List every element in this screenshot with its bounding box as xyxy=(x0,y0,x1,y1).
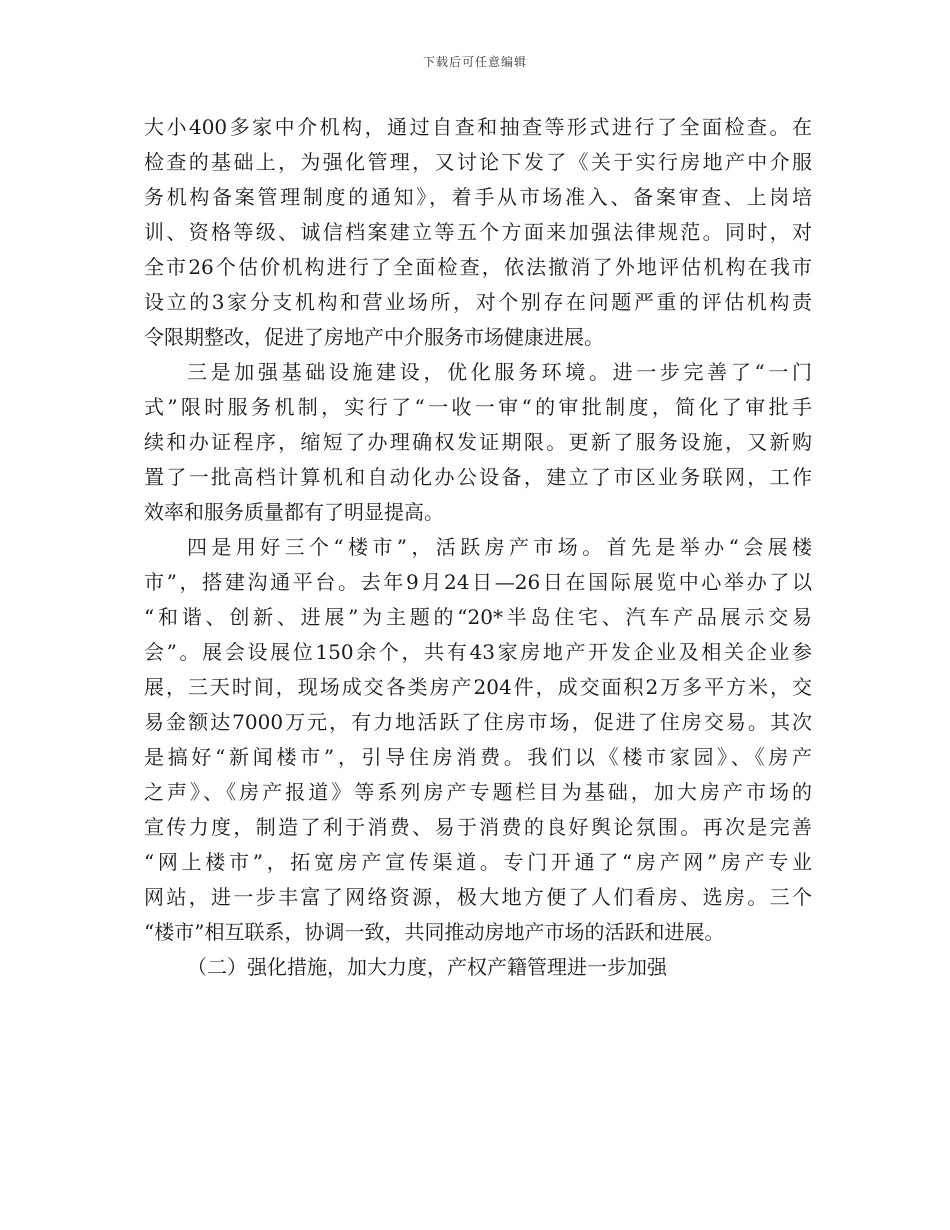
text-line: 设立的3家分支机构和营业场所，对个别存在问题严重的评估机构责 xyxy=(144,290,812,314)
paragraph-first-line: 四是用好三个“楼市”，活跃房产市场。首先是举办“会展楼 xyxy=(187,535,812,559)
paragraph-first-line: 三是加强基础设施建设，优化服务环境。进一步完善了“一门 xyxy=(187,360,812,384)
text-line: “网上楼市”，拓宽房产宣传渠道。专门开通了“房产网”房产专业 xyxy=(144,850,812,874)
text-line: 宣传力度，制造了利于消费、易于消费的良好舆论氛围。再次是完善 xyxy=(144,815,812,839)
text-line: 续和办证程序，缩短了办理确权发证期限。更新了服务设施，又新购 xyxy=(144,430,812,454)
text-line: 式”限时服务机制，实行了“一收一审“的审批制度，简化了审批手 xyxy=(144,395,812,419)
text-line: 训、资格等级、诚信档案建立等五个方面来加强法律规范。同时，对 xyxy=(144,220,812,244)
text-line: 网站，进一步丰富了网络资源，极大地方便了人们看房、选房。三个 xyxy=(144,885,812,909)
text-line: 市”，搭建沟通平台。去年9月24日—26日在国际展览中心举办了以 xyxy=(144,570,812,594)
text-line: 是搞好“新闻楼市”，引导住房消费。我们以《楼市家园》、《房产 xyxy=(144,745,812,769)
text-line: 易金额达7000万元，有力地活跃了住房市场，促进了住房交易。其次 xyxy=(144,710,812,734)
text-line: “和谐、创新、进展”为主题的“20*半岛住宅、汽车产品展示交易 xyxy=(144,605,812,629)
text-line: 令限期整改，促进了房地产中介服务市场健康进展。 xyxy=(144,325,604,349)
text-line: 大小400多家中介机构，通过自查和抽查等形式进行了全面检查。在 xyxy=(144,115,812,139)
section-heading: （二）强化措施，加大力度，产权产籍管理进一步加强 xyxy=(187,955,667,979)
header-note: 下载后可任意编辑 xyxy=(422,55,527,69)
text-line: 全市26个估价机构进行了全面检查，依法撤消了外地评估机构在我市 xyxy=(144,255,812,279)
text-line: 效率和服务质量都有了明显提高。 xyxy=(144,500,444,524)
body-text xyxy=(144,110,812,985)
text-line: 会”。展会设展位150余个，共有43家房地产开发企业及相关企业参 xyxy=(144,640,812,664)
text-line: 置了一批高档计算机和自动化办公设备，建立了市区业务联网，工作 xyxy=(144,465,812,489)
text-line: 展，三天时间，现场成交各类房产204件，成交面积2万多平方米，交 xyxy=(144,675,812,699)
text-line: 之声》、《房产报道》等系列房产专题栏目为基础，加大房产市场的 xyxy=(144,780,812,804)
text-line: 检查的基础上，为强化管理，又讨论下发了《关于实行房地产中介服 xyxy=(144,150,812,174)
text-line: 务机构备案管理制度的通知》，着手从市场准入、备案审查、上岗培 xyxy=(144,185,812,209)
text-line: “楼市”相互联系，协调一致，共同推动房地产市场的活跃和进展。 xyxy=(144,920,725,944)
